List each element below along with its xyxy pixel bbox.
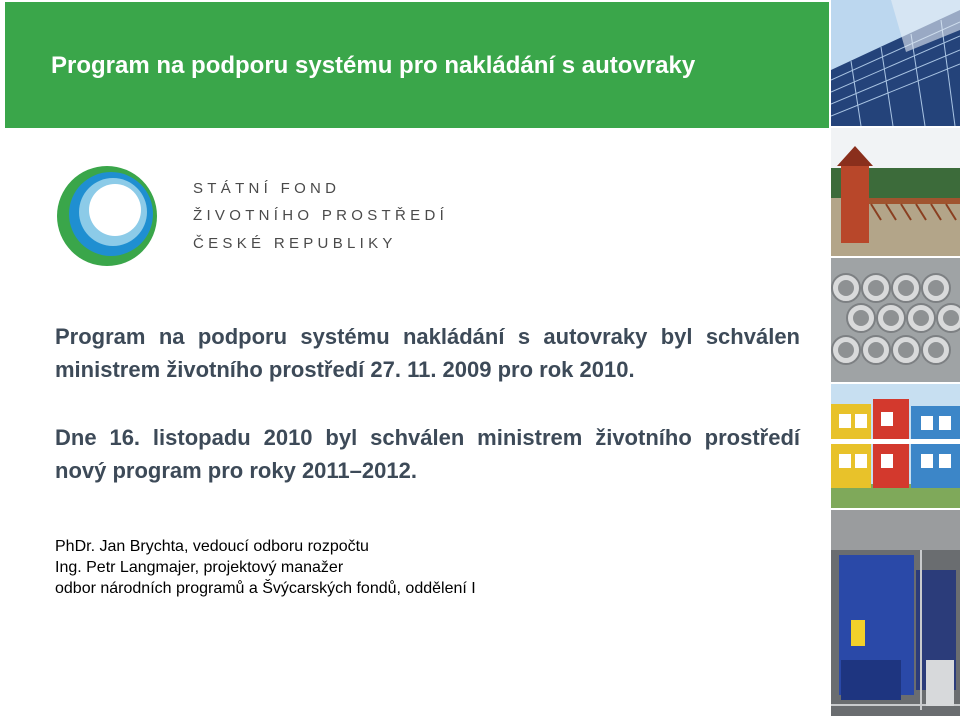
- author-line-2: Ing. Petr Langmajer, projektový manažer: [55, 559, 344, 576]
- industrial-equipment-photo: [831, 510, 960, 716]
- photo-strip: [831, 0, 960, 716]
- concrete-pipes-photo: [831, 258, 960, 382]
- logo-text-line2: ŽIVOTNÍHO PROSTŘEDÍ: [193, 207, 449, 224]
- body-paragraph-2: Dne 16. listopadu 2010 byl schválen ministrem životního prostředí nový program pro roky 2011–2012.: [55, 425, 800, 483]
- department-line: odbor národních programů a Švýcarských fondů, oddělení I: [55, 580, 476, 597]
- logo-text-line1: STÁTNÍ FOND: [193, 180, 341, 197]
- logo-text-line3: ČESKÉ REPUBLIKY: [193, 235, 397, 252]
- solar-panels-photo: [831, 0, 960, 126]
- author-line-1: PhDr. Jan Brychta, vedoucí odboru rozpočtu: [55, 538, 369, 555]
- page-title: Program na podporu systému pro nakládání s autovraky: [51, 52, 696, 79]
- body-paragraph-1: Program na podporu systému nakládání s autovraky byl schválen ministrem životního prostředí 27. 11. 2009 pro rok 2010.: [55, 324, 800, 382]
- sfzp-logo: [53, 160, 161, 270]
- wooden-tower-photo: [831, 128, 960, 256]
- colorful-buildings-photo: [831, 384, 960, 508]
